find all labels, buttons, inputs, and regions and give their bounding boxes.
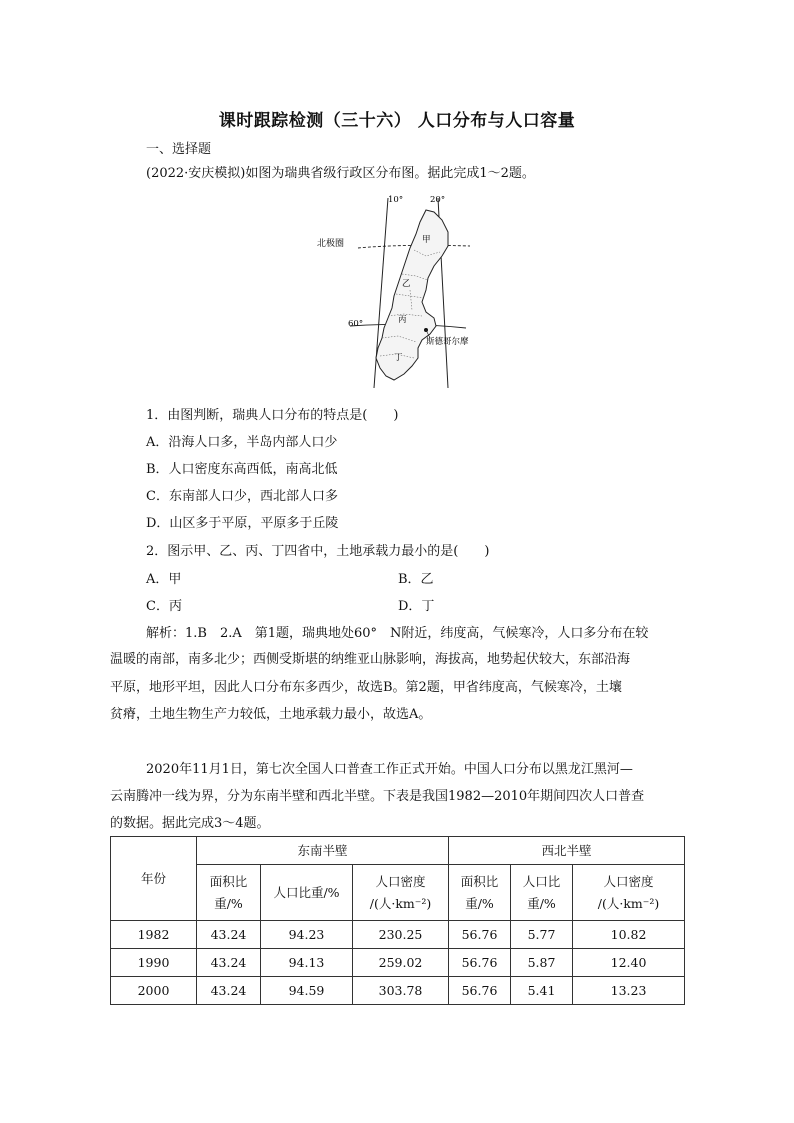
- table-cell: 230.25: [353, 921, 449, 949]
- header-nw-density: 人口密度 /(人·km⁻²): [573, 865, 685, 921]
- table-cell: 5.77: [511, 921, 573, 949]
- table-cell: 94.23: [261, 921, 353, 949]
- q2-option-d: D．丁: [398, 599, 435, 614]
- intro-2-line-1: 2020年11月1日，第七次全国人口普查工作正式开始。中国人口分布以黑龙江黑河—: [146, 762, 633, 777]
- census-table: [110, 836, 685, 1005]
- sweden-province-map: [317, 190, 480, 390]
- q2-stem: 2．图示甲、乙、丙、丁四省中，土地承载力最小的是( ): [146, 544, 490, 559]
- table-cell: 56.76: [449, 921, 511, 949]
- table-cell: 5.41: [511, 977, 573, 1005]
- table-cell: 43.24: [197, 921, 261, 949]
- table-cell: 56.76: [449, 977, 511, 1005]
- table-row: [111, 949, 685, 977]
- analysis-line-3: 平原，地形平坦，因此人口分布东多西少，故选B。第2题，甲省纬度高，气候寒冷，土壤: [110, 680, 622, 695]
- table-cell: 94.13: [261, 949, 353, 977]
- province-ding: 丁: [394, 353, 403, 363]
- analysis-line-2: 温暖的南部，南多北少；西侧受斯堪的纳维亚山脉影响，海拔高，地势起伏较大，东部沿海: [110, 652, 631, 667]
- intro-text-1: (2022·安庆模拟)如图为瑞典省级行政区分布图。据此完成1～2题。: [146, 166, 535, 181]
- intro-2-line-3: 的数据。据此完成3～4题。: [110, 816, 270, 831]
- header-nw-area-ratio: 面积比 重/%: [449, 865, 511, 921]
- analysis-line-1: 解析：1.B 2.A 第1题，瑞典地处60° N附近，纬度高，气候寒冷，人口多分布在较: [146, 626, 649, 641]
- table-cell: 12.40: [573, 949, 685, 977]
- province-jia: 甲: [422, 235, 431, 245]
- intro-2-line-2: 云南腾冲一线为界，分为东南半壁和西北半壁。下表是我国1982—2010年期间四次人口普查: [110, 789, 645, 804]
- section-heading: 一、选择题: [146, 142, 212, 157]
- analysis-line-4: 贫瘠，土地生物生产力较低，土地承载力最小，故选A。: [110, 707, 432, 722]
- table-cell: 2000: [111, 977, 197, 1005]
- page-title: 课时跟踪检测（三十六） 人口分布与人口容量: [218, 111, 576, 131]
- table-cell: 1990: [111, 949, 197, 977]
- header-se-pop-ratio: 人口比重/%: [261, 865, 353, 921]
- header-northwest: 西北半壁: [449, 837, 685, 865]
- q1-option-b: B．人口密度东高西低，南高北低: [146, 462, 338, 477]
- table-row: [111, 921, 685, 949]
- table-cell: 303.78: [353, 977, 449, 1005]
- header-year: 年份: [111, 837, 197, 921]
- q1-option-d: D．山区多于平原，平原多于丘陵: [146, 516, 339, 531]
- header-se-density: 人口密度 /(人·km⁻²): [353, 865, 449, 921]
- arctic-circle-label: 北极圈: [317, 239, 345, 249]
- table-cell: 56.76: [449, 949, 511, 977]
- table-cell: 5.87: [511, 949, 573, 977]
- table-cell: 1982: [111, 921, 197, 949]
- q2-option-b: B．乙: [398, 572, 434, 587]
- table-cell: 43.24: [197, 977, 261, 1005]
- province-yi: 乙: [402, 279, 411, 289]
- lon-20-label: 20°: [430, 195, 446, 205]
- lon-10-label: 10°: [388, 195, 404, 205]
- header-nw-pop-ratio: 人口比 重/%: [511, 865, 573, 921]
- table-cell: 10.82: [573, 921, 685, 949]
- q1-option-a: A．沿海人口多，半岛内部人口少: [146, 435, 338, 450]
- table-cell: 43.24: [197, 949, 261, 977]
- sweden-outline: [376, 210, 448, 380]
- stockholm-label: 斯德哥尔摩: [426, 337, 469, 347]
- header-southeast: 东南半壁: [197, 837, 449, 865]
- table-cell: 259.02: [353, 949, 449, 977]
- q2-option-a: A．甲: [146, 572, 182, 587]
- lat-60-label: 60°: [348, 319, 364, 329]
- table-row: [111, 977, 685, 1005]
- table-cell: 94.59: [261, 977, 353, 1005]
- header-se-area-ratio: 面积比 重/%: [197, 865, 261, 921]
- province-bing: 丙: [398, 315, 407, 325]
- table-cell: 13.23: [573, 977, 685, 1005]
- q1-stem: 1．由图判断，瑞典人口分布的特点是( ): [146, 408, 399, 423]
- q2-option-c: C．丙: [146, 599, 182, 614]
- q1-option-c: C．东南部人口少，西北部人口多: [146, 489, 338, 504]
